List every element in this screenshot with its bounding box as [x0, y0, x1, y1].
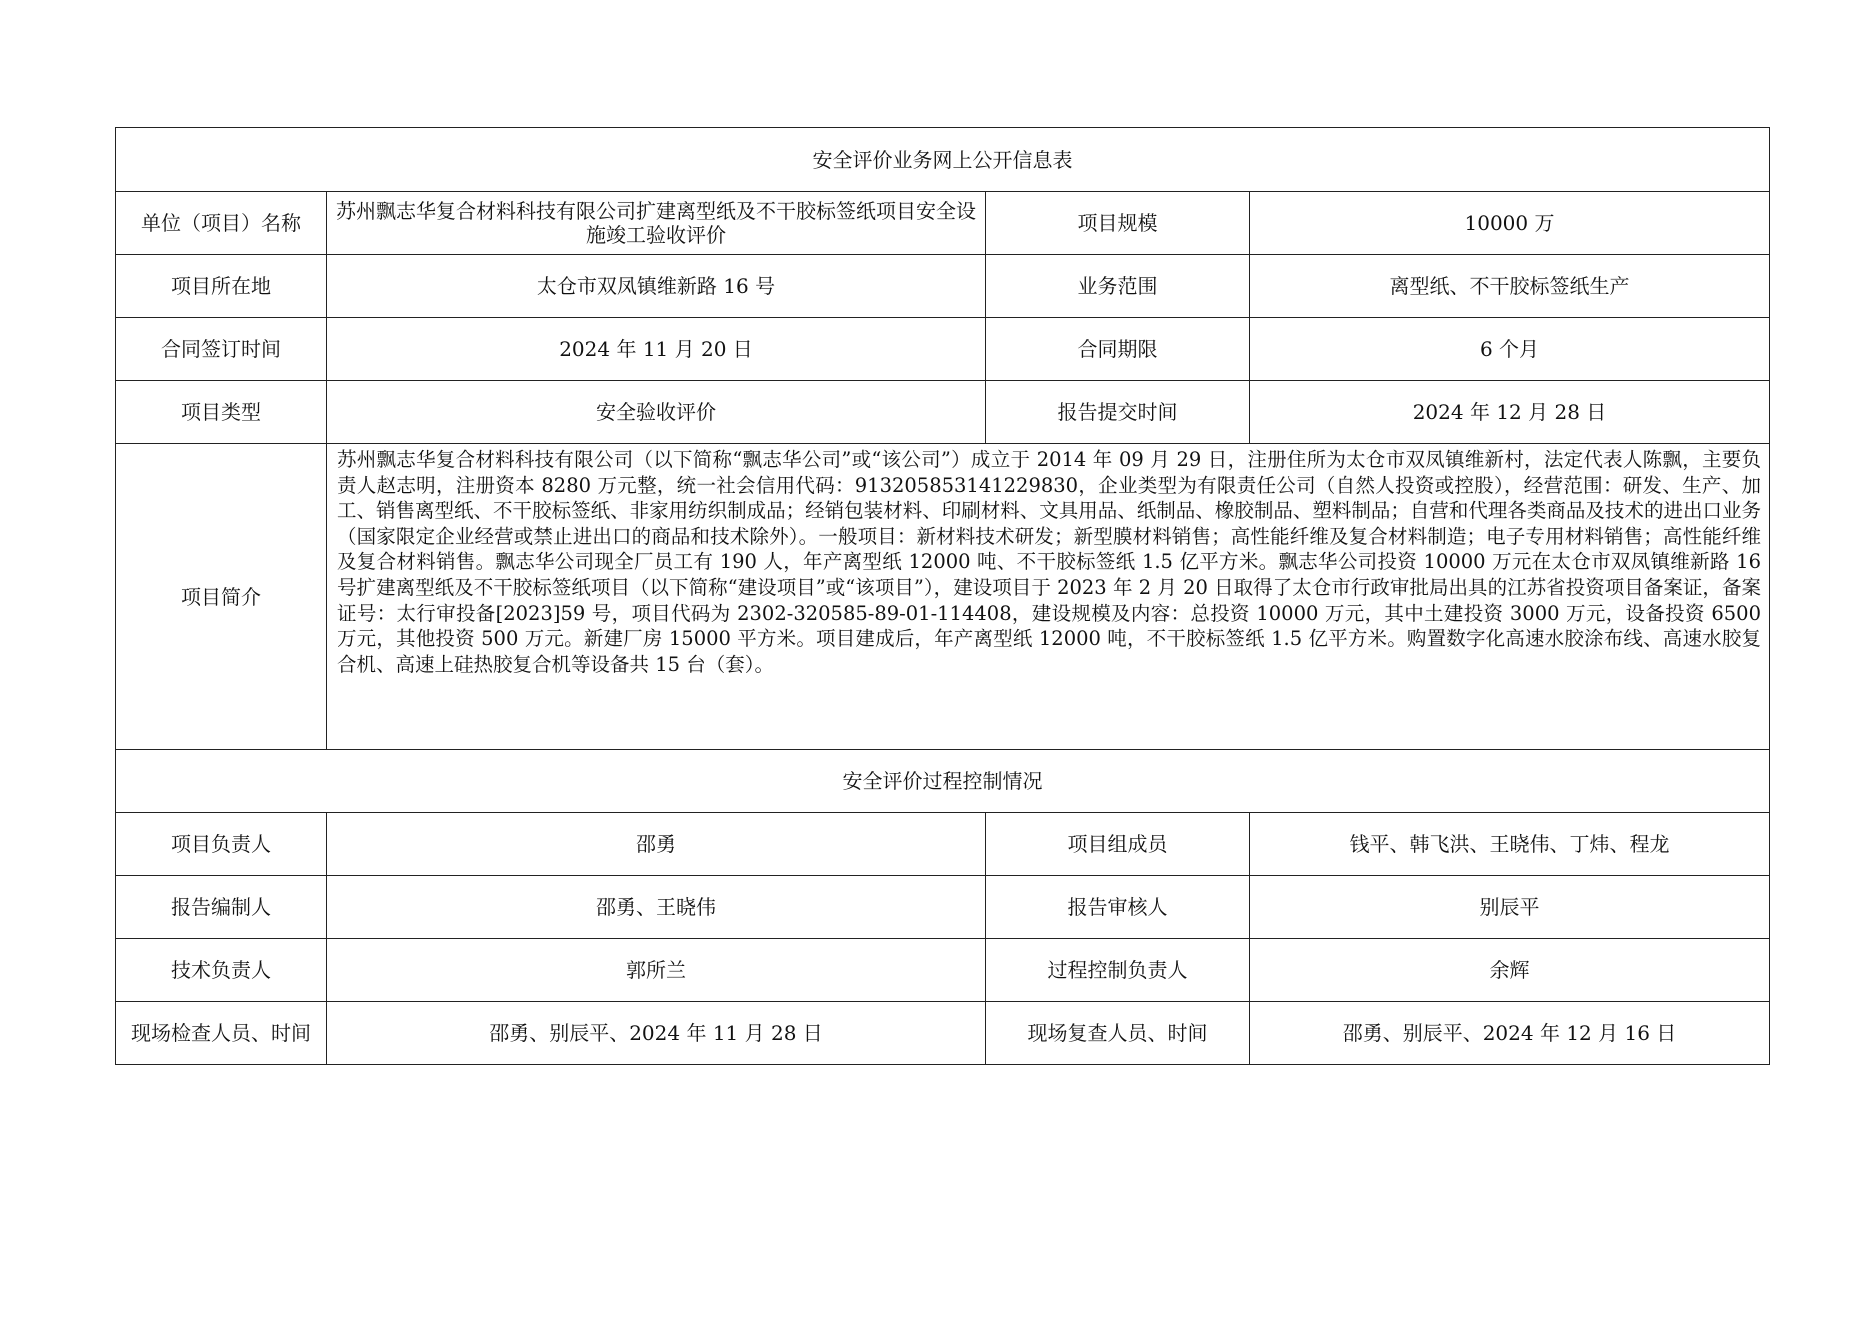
contract-term-label: 合同期限	[986, 318, 1250, 381]
contract-date-label: 合同签订时间	[116, 318, 327, 381]
table-row	[116, 318, 1770, 381]
process-section-title: 安全评价过程控制情况	[116, 750, 1770, 813]
process-control-label: 过程控制负责人	[986, 939, 1250, 1002]
table-title: 安全评价业务网上公开信息表	[116, 128, 1770, 192]
site-recheck-label: 现场复查人员、时间	[986, 1002, 1250, 1065]
project-leader-value: 邵勇	[327, 813, 986, 876]
table-row	[116, 381, 1770, 444]
table-row	[116, 255, 1770, 318]
report-author-label: 报告编制人	[116, 876, 327, 939]
table-row	[116, 939, 1770, 1002]
site-inspection-label: 现场检查人员、时间	[116, 1002, 327, 1065]
contract-term-value: 6 个月	[1250, 318, 1770, 381]
process-control-value: 余辉	[1250, 939, 1770, 1002]
business-scope-value: 离型纸、不干胶标签纸生产	[1250, 255, 1770, 318]
summary-text: 苏州飘志华复合材料科技有限公司（以下简称“飘志华公司”或“该公司”）成立于 2014 年 09 月 29 日，注册住所为太仓市双凤镇维新村，法定代表人陈飘，主要负责人赵志明，注册资本 8280 万元整，统一社会信用代码：913205853141229830，企业类型为有限责任公司（自然人投资或控股），经营范围：研发、生产、加工、销售离型纸、不干胶标签纸、非家用纺织制成品；经销包装材料、印刷材料、文具用品、纸制品、橡胶制品、塑料制品；自营和代理各类商品及技术的进出口业务（国家限定企业经营或禁止进出口的商品和技术除外）。一般项目：新材料技术研发；新型膜材料销售；高性能纤维及复合材料制造；电子专用材料销售；高性能纤维及复合材料销售。飘志华公司现全厂员工有 190 人，年产离型纸 12000 吨、不干胶标签纸 1.5 亿平方米。飘志华公司投资 10000 万元在太仓市双凤镇维新路 16 号扩建离型纸及不干胶标签纸项目（以下简称“建设项目”或“该项目”），建设项目于 2023 年 2 月 20 日取得了太仓市行政审批局出具的江苏省投资项目备案证，备案证号：太行审投备[2023]59 号，项目代码为 2302-320585-89-01-114408，建设规模及内容：总投资 10000 万元，其中土建投资 3000 万元，设备投资 6500 万元，其他投资 500 万元。新建厂房 15000 平方米。项目建成后，年产离型纸 12000 吨，不干胶标签纸 1.5 亿平方米。购置数字化高速水胶涂布线、高速水胶复合机、高速上硅热胶复合机等设备共 15 台（套）。	[327, 444, 1770, 750]
report-reviewer-value: 别辰平	[1250, 876, 1770, 939]
process-title-row	[116, 750, 1770, 813]
business-scope-label: 业务范围	[986, 255, 1250, 318]
team-members-label: 项目组成员	[986, 813, 1250, 876]
title-row	[116, 128, 1770, 192]
disclosure-table	[115, 127, 1770, 1065]
project-leader-label: 项目负责人	[116, 813, 327, 876]
tech-leader-label: 技术负责人	[116, 939, 327, 1002]
unit-name-value: 苏州飘志华复合材料科技有限公司扩建离型纸及不干胶标签纸项目安全设施竣工验收评价	[327, 192, 986, 255]
report-submit-label: 报告提交时间	[986, 381, 1250, 444]
site-recheck-value: 邵勇、别辰平、2024 年 12 月 16 日	[1250, 1002, 1770, 1065]
contract-date-value: 2024 年 11 月 20 日	[327, 318, 986, 381]
report-author-value: 邵勇、王晓伟	[327, 876, 986, 939]
project-type-label: 项目类型	[116, 381, 327, 444]
site-inspection-value: 邵勇、别辰平、2024 年 11 月 28 日	[327, 1002, 986, 1065]
scale-value: 10000 万	[1250, 192, 1770, 255]
scale-label: 项目规模	[986, 192, 1250, 255]
location-value: 太仓市双凤镇维新路 16 号	[327, 255, 986, 318]
team-members-value: 钱平、韩飞洪、王晓伟、丁炜、程龙	[1250, 813, 1770, 876]
report-submit-value: 2024 年 12 月 28 日	[1250, 381, 1770, 444]
table-row	[116, 876, 1770, 939]
table-row	[116, 1002, 1770, 1065]
location-label: 项目所在地	[116, 255, 327, 318]
report-reviewer-label: 报告审核人	[986, 876, 1250, 939]
table-row	[116, 813, 1770, 876]
table-row	[116, 192, 1770, 255]
unit-name-label: 单位（项目）名称	[116, 192, 327, 255]
summary-row	[116, 444, 1770, 750]
summary-label: 项目简介	[116, 444, 327, 750]
project-type-value: 安全验收评价	[327, 381, 986, 444]
tech-leader-value: 郭所兰	[327, 939, 986, 1002]
